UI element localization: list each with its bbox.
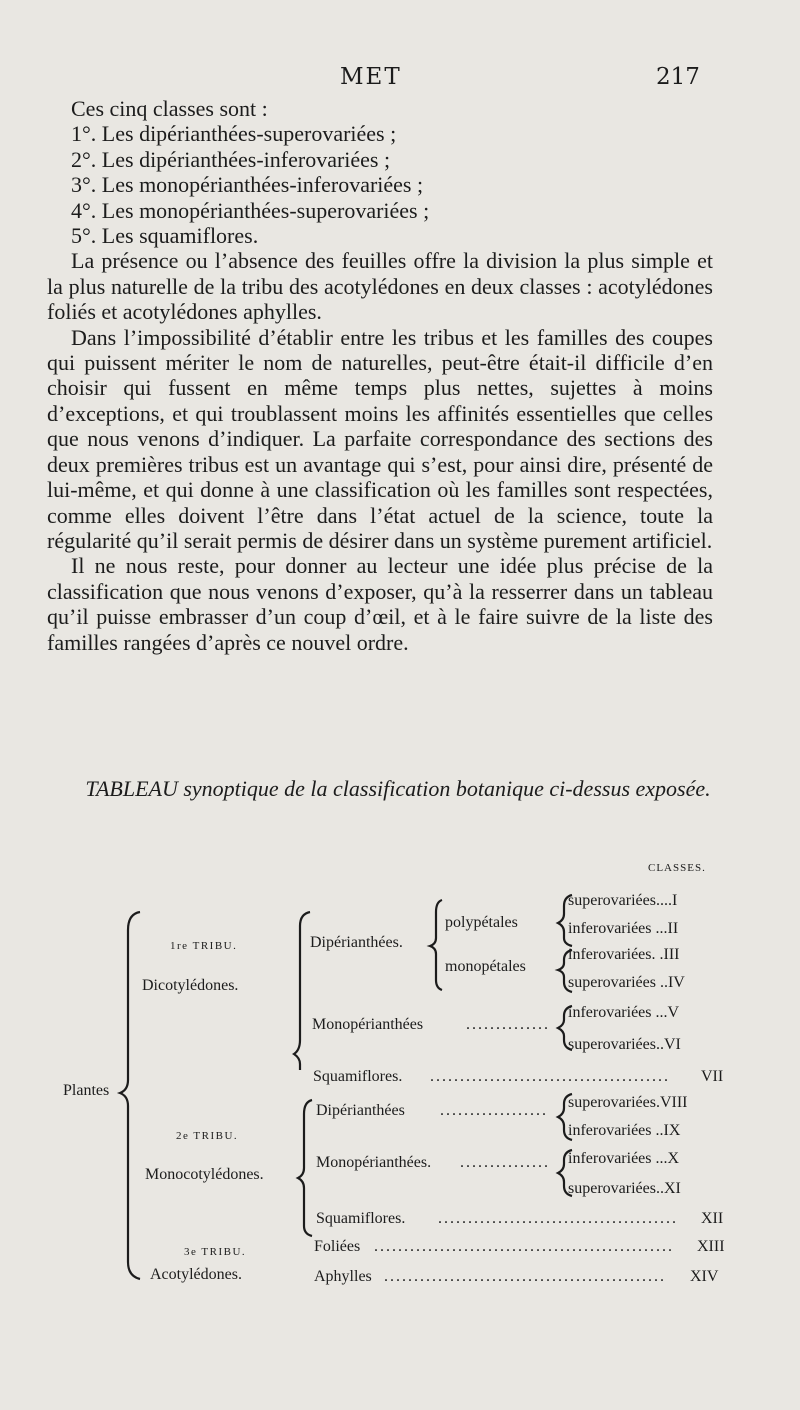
table-title-lead: TABLEAU: [85, 776, 178, 801]
tribe-label: 1re TRIBU.: [170, 940, 238, 952]
class-leaf: inferovariées ...X: [568, 1150, 680, 1167]
root-plantes: Plantes: [63, 1082, 110, 1099]
branch-squamiflores: Squamiflores.: [313, 1068, 403, 1085]
branch-aphylles: Aphylles: [314, 1268, 372, 1285]
tribe-label: 3e TRIBU.: [184, 1246, 247, 1258]
class-leaf: superovariées ..IV: [568, 974, 685, 991]
leader-dots: ...............................................: [384, 1268, 666, 1285]
leader-dots: ........................................: [438, 1210, 678, 1227]
leader-dots: ..................: [440, 1102, 548, 1119]
branch-dipérianthées: Dipérianthées.: [310, 934, 403, 951]
branch-foliees: Foliées: [314, 1238, 361, 1255]
leader-dots: ........................................: [430, 1068, 670, 1085]
class-leaf: superovariées..VI: [568, 1036, 681, 1053]
leader-dots: ..................................................: [374, 1238, 674, 1255]
sub-monopetales: monopétales: [445, 958, 526, 975]
table-title-rest: synoptique de la classification botanique ci-dessus exposée.: [183, 776, 711, 801]
class-leaf: VII: [701, 1068, 724, 1085]
class-leaf: inferovariées ..IX: [568, 1122, 681, 1139]
branch-diperianthees: Dipérianthées: [316, 1102, 405, 1119]
class-leaf: inferovariées ...II: [568, 920, 679, 937]
class-list-item: 3°. Les monopérianthées-inferovariées ;: [71, 172, 424, 198]
paragraph: Dans l’impossibilité d’établir entre les tribus et les familles des coupes qui puissent mériter le nom de naturelles, peut-être était-il difficile d’en choisir qui fussent en même temps plus nettes, sujettes à moins d’exceptions, et qui troublassent moins les affinités essentielles que celles que nous venons d’indiquer. La parfaite correspondance des sections des deux premières tribus est un avantage qui s’est, pour ainsi dire, présenté de lui-même, et qui donne à une classification où les familles sont respectées, comme elles doivent l’être dans l’état actuel de la science, toute la régularité qu’il serait permis de désirer dans un système purement artificiel.: [47, 324, 713, 553]
sub-polypetales: polypétales: [445, 914, 518, 931]
class-leaf: superovariées..XI: [568, 1180, 681, 1197]
class-leaf: XIV: [690, 1268, 719, 1285]
class-leaf: superovariées.VIII: [568, 1094, 688, 1111]
classes-header: CLASSES.: [648, 862, 706, 874]
tribe-name: Dicotylédones.: [142, 977, 239, 994]
class-list-item: 5°. Les squamiflores.: [71, 223, 259, 249]
running-head: MET: [340, 64, 402, 90]
class-list-item: 2°. Les dipérianthées-inferovariées ;: [71, 146, 391, 172]
tribe-name: Acotylédones.: [150, 1266, 242, 1283]
leader-dots: ..............: [466, 1016, 550, 1033]
leader-dots: ...............: [460, 1154, 550, 1171]
paragraph: La présence ou l’absence des feuilles offre la division la plus simple et la plus naturelle de la tribu des acotylédones en deux classes : acotylédones foliés et acotylédones aphylles.: [47, 248, 713, 325]
class-list-item: 1°. Les dipérianthées-superovariées ;: [71, 121, 397, 147]
class-leaf: XII: [701, 1210, 724, 1227]
tribe-name: Monocotylédones.: [145, 1166, 264, 1183]
paragraph: Il ne nous reste, pour donner au lecteur une idée plus précise de la classification que nous venons d’exposer, qu’à la resserrer dans un tableau qu’il puisse embrasser d’un coup d’œil, et à le faire suivre de la liste des familles rangées d’après ce nouvel ordre.: [47, 553, 713, 655]
intro-line: Ces cinq classes sont :: [71, 96, 268, 121]
page-number: 217: [656, 64, 700, 90]
class-list-item: 4°. Les monopérianthées-superovariées ;: [71, 197, 430, 223]
branch-monoperianthees: Monopérianthées.: [316, 1154, 432, 1171]
branch-monoperianthees: Monopérianthées: [312, 1016, 424, 1033]
class-leaf: inferovariées. .III: [568, 946, 680, 963]
class-leaf: XIII: [697, 1238, 725, 1255]
branch-squamiflores: Squamiflores.: [316, 1210, 406, 1227]
tribe-label: 2e TRIBU.: [176, 1130, 239, 1142]
class-leaf: inferovariées ...V: [568, 1004, 680, 1021]
class-leaf: superovariées....I: [568, 892, 678, 909]
